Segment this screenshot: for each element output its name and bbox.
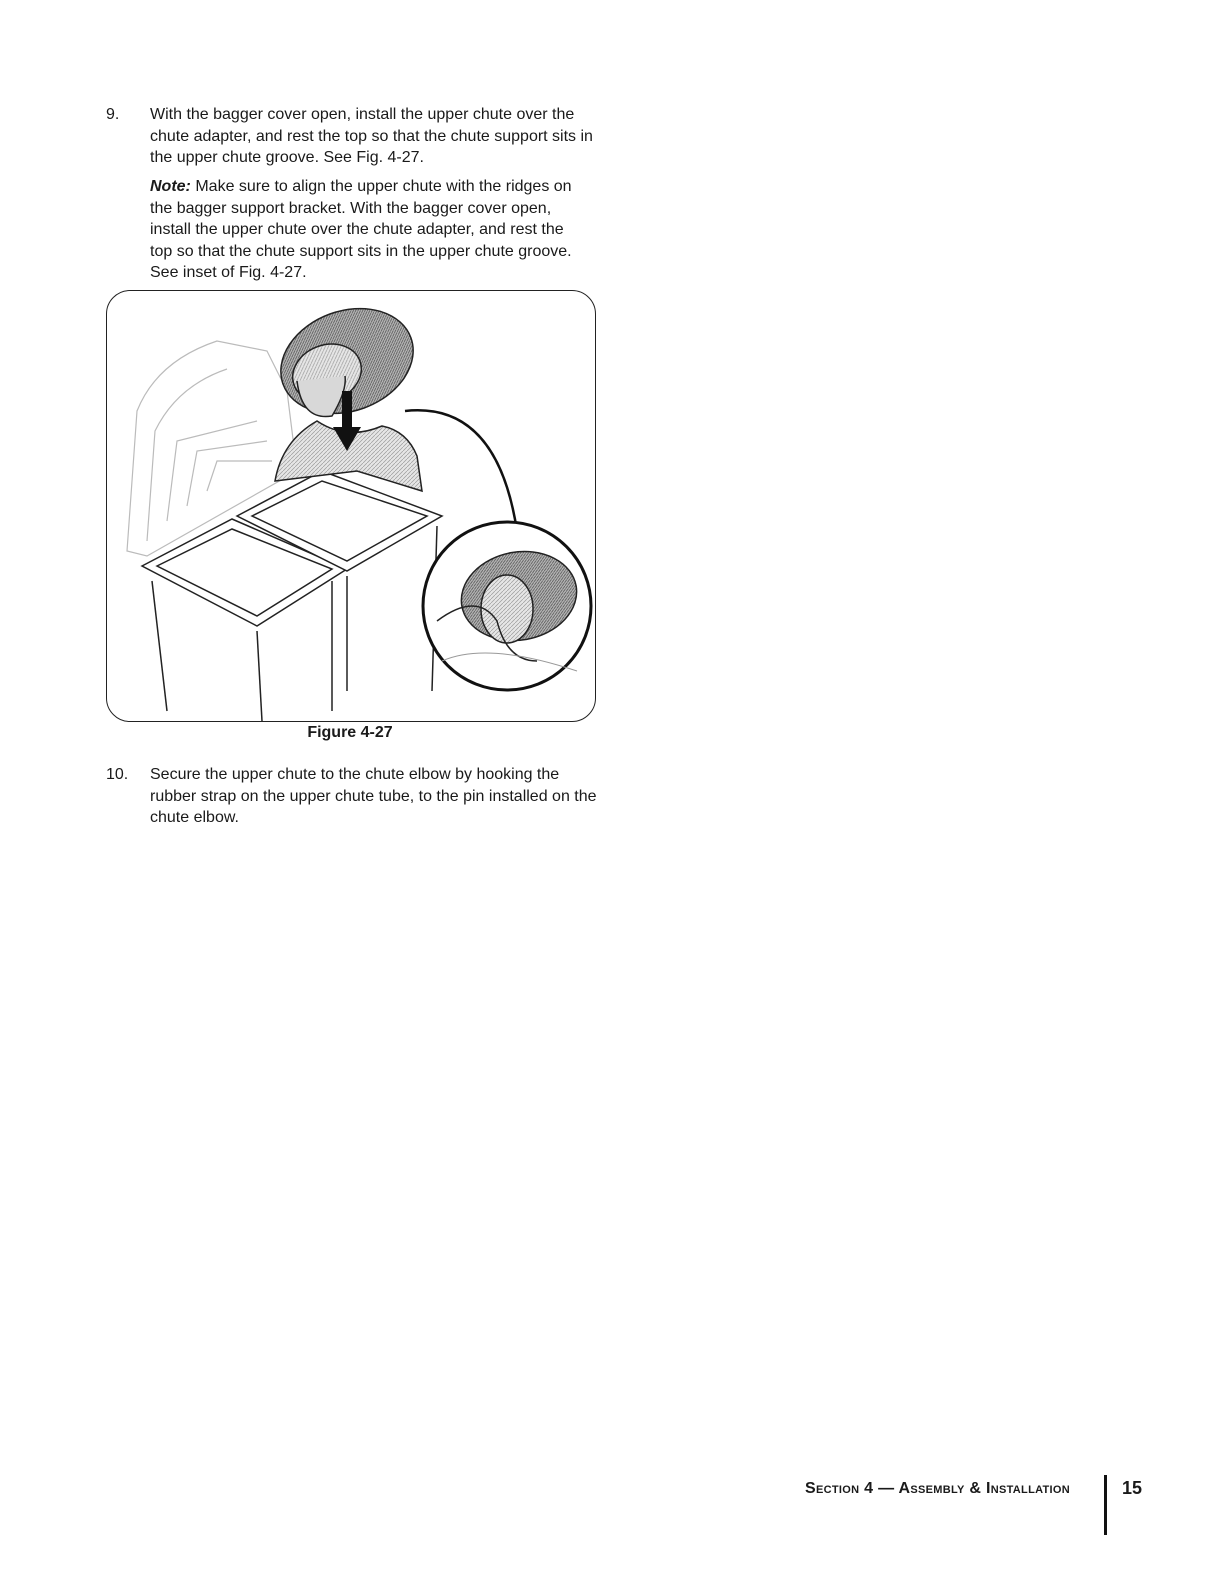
step-9-number: 9.: [106, 106, 120, 123]
footer-divider: [1104, 1475, 1107, 1535]
note-label: Note:: [150, 178, 191, 195]
footer-section-title: Section 4 — Assembly & Installation: [805, 1480, 1070, 1497]
figure-caption: Figure 4-27: [307, 724, 393, 741]
note-text: Make sure to align the upper chute with the ridges on the bagger support bracket. With the bagger cover open, install the upper chute over the chute adapter, and rest the top so that the chute support sits in the upper chute groove. See inset of Fig. 4-27.: [150, 178, 572, 281]
page-number: 15: [1122, 1478, 1143, 1498]
step-9-text: With the bagger cover open, install the upper chute over the chute adapter, and rest the top so that the chute support sits in the upper chute groove. See Fig. 4-27.: [150, 106, 593, 166]
step-10-number: 10.: [106, 766, 129, 783]
bagger-chute-illustration: [107, 291, 595, 721]
note-paragraph: [150, 176, 590, 284]
figure-4-27: [106, 290, 596, 722]
step-10-text: Secure the upper chute to the chute elbow by hooking the rubber strap on the upper chute tube, to the pin installed on the chute elbow.: [150, 766, 597, 826]
inset-detail: [423, 522, 591, 690]
